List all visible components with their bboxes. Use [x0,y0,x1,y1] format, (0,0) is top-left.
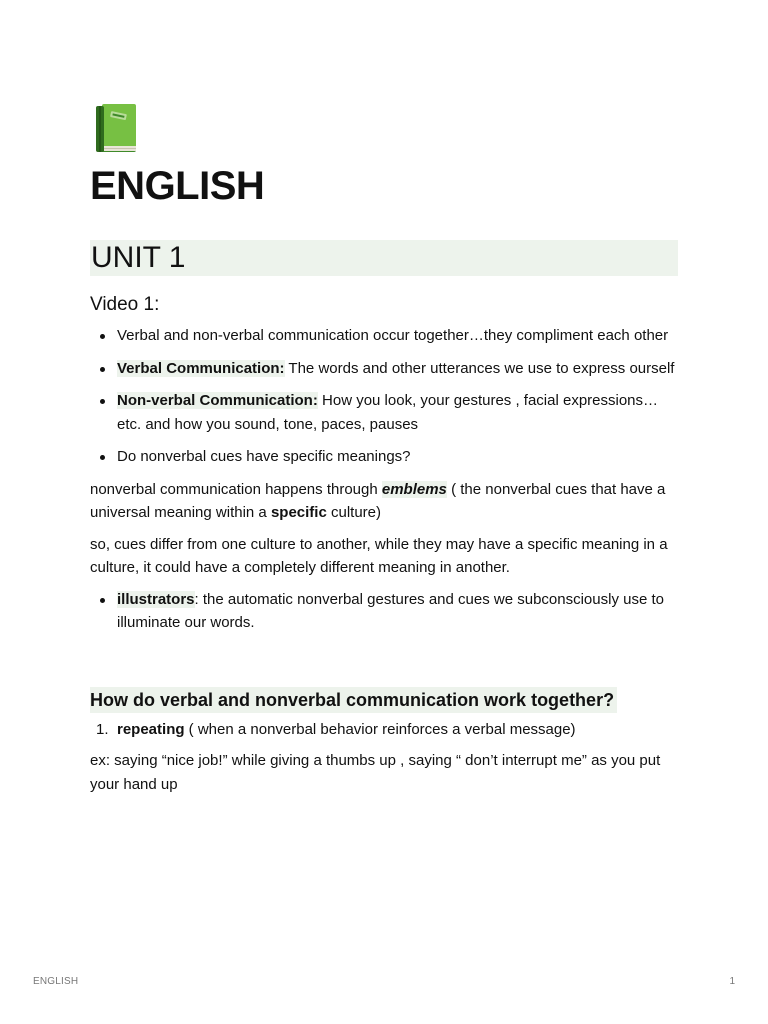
emblems-paragraph [90,478,678,525]
bullet-list [90,588,678,635]
list-item-term: repeating [117,720,185,738]
list-item-text: Do nonverbal cues have specific meanings? [117,448,411,465]
bullet-list [90,324,678,469]
paragraph-text: ( the nonverbal cues that have a universal meaning within a [90,480,666,521]
green-book-icon [92,100,140,156]
list-item [90,718,678,742]
culture-paragraph: so, cues differ from one culture to another, while they may have a specific meaning in a culture, it could have a completely different meaning in another. [90,535,668,576]
specific-term: specific [270,504,327,521]
page-number: 1 [729,976,735,987]
list-item-text: : the automatic nonverbal gestures and cues we subconsciously use to illuminate our words. [117,590,664,631]
numbered-list [90,718,678,742]
list-item-text: Verbal and non-verbal communication occur together…they compliment each other [117,327,669,344]
list-item [90,588,678,635]
list-item-text: How you look, your gestures , facial expressions…etc. and how you sound, tone, paces, pauses [117,392,659,433]
list-item-term: Verbal Communication: [117,359,285,377]
list-item [90,389,678,436]
list-item-text: The words and other utterances we use to express ourself [284,359,675,377]
list-item-term: Non-verbal Communication: [117,392,318,409]
list-item [90,324,678,348]
list-item [90,357,678,381]
document-title: ENGLISH [90,164,265,208]
list-item [90,445,678,469]
unit-heading: UNIT 1 [90,240,678,276]
list-item-text: ( when a nonverbal behavior reinforces a verbal message) [184,720,576,738]
list-item-term: illustrators [117,590,195,608]
footer-title: ENGLISH [33,976,79,987]
example-paragraph: ex: saying “nice job!” while giving a thumbs up , saying “ don’t interrupt me” as you put your hand up [90,752,661,793]
emblems-term: emblems [381,480,447,498]
paragraph-text: nonverbal communication happens through [90,480,382,498]
list-number: 1. [96,720,109,738]
paragraph-text: culture) [326,504,381,521]
section-heading: How do verbal and nonverbal communication work together? [90,687,617,713]
video-heading: Video 1: [90,294,160,315]
document-page [90,100,678,804]
